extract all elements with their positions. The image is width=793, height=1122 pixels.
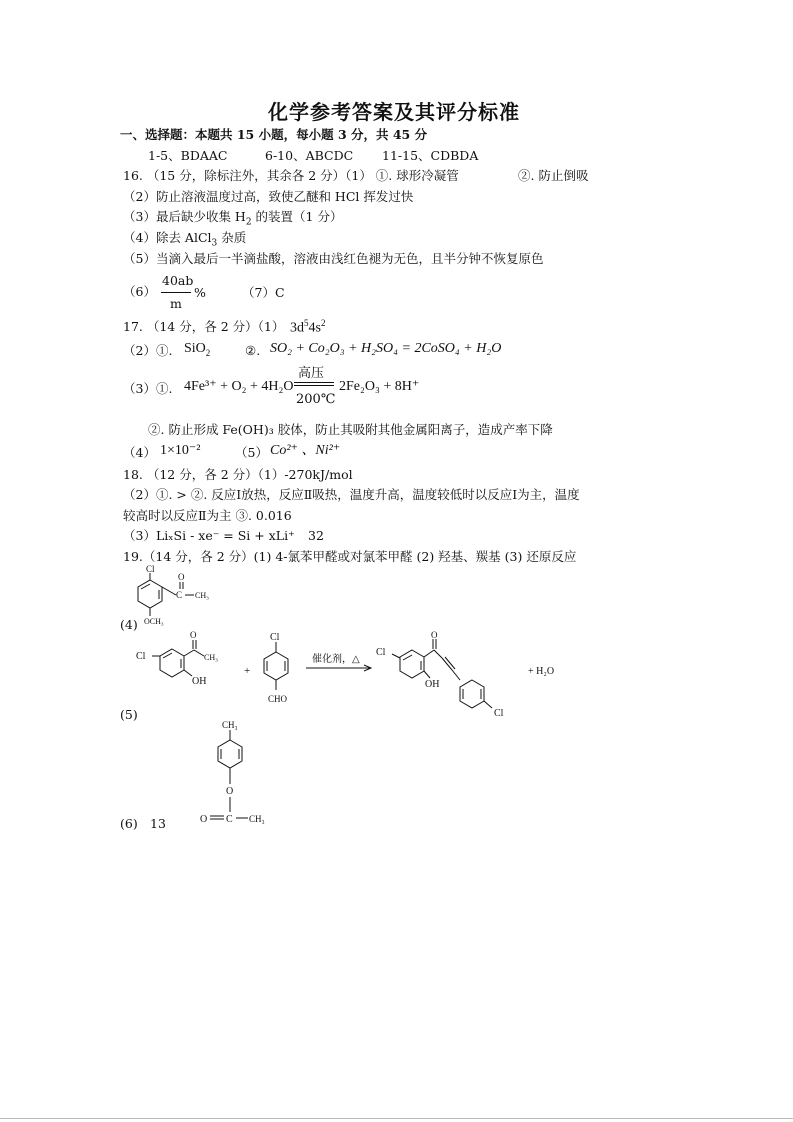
q19-part6-value: 13 (150, 816, 166, 831)
page-bottom-rule (0, 1118, 793, 1119)
s5-plus: + (244, 665, 251, 677)
q16-part2: （2）防止溶液温度过高，致使乙醚和 HCl 挥发过快 (123, 189, 414, 204)
q17-header: 17. （14 分，各 2 分）（1） (123, 319, 285, 334)
q19-header: 19.（14 分，各 2 分）(1) 4-氯苯甲醛或对氯苯甲醛 (2) 羟基、羰基 (3) 还原反应 (123, 549, 577, 564)
q17-part3-rhs: 2Fe₂O₃ + 8H⁺ (339, 379, 420, 394)
s4-och3-label: OCH₃ (144, 617, 164, 626)
q17-part2-b-label: ②. (245, 343, 261, 358)
s5-cl2-label: Cl (270, 632, 280, 643)
q18-header: 18. （12 分，各 2 分）（1）-270kJ/mol (123, 467, 353, 482)
page-title: 化学参考答案及其评分标准 (268, 100, 520, 124)
q19-reaction-5 (130, 628, 590, 723)
q16-fraction-numerator: 40ab (162, 273, 194, 288)
q17-part3-label: （3）①. (123, 381, 173, 396)
s6-o-label: O (226, 786, 234, 797)
q17-part4-label: （4） (123, 445, 156, 460)
s5-ch3-label: CH₃ (204, 653, 218, 662)
q17-part5-value: Co²⁺ 、Ni²⁺ (270, 443, 341, 458)
q17-part3-lhs: 4Fe³⁺ + O₂ + 4H₂O (184, 379, 294, 394)
q16-fraction-denominator: m (170, 296, 182, 311)
s4-o-label: O (178, 572, 185, 582)
s6-ch3-label: CH₃ (222, 720, 238, 730)
s5-o-label: O (190, 630, 197, 640)
q16-part5: （5）当滴入最后一半滴盐酸，溶液由浅红色褪为无色，且半分钟不恢复原色 (123, 251, 544, 266)
q17-part2-a: SiO$_2$ (184, 341, 211, 358)
q16-part4: （4）除去 AlCl$_3$ 杂质 (123, 230, 247, 249)
s5-product-cl2-label: Cl (494, 708, 504, 719)
q17-part3-cond-bottom: 200℃ (296, 392, 336, 407)
q19-part6-label: (6) (120, 816, 138, 831)
section-heading: 一、选择题：本题共 15 小题，每小题 3 分，共 45 分 (120, 127, 428, 142)
q17-electron-config: $3d^54s^2$ (290, 318, 326, 336)
s5-oh-label: OH (192, 676, 207, 687)
s4-cl-label: Cl (146, 564, 155, 574)
q18-part2-continued: 较高时以反应Ⅱ为主 ③. 0.016 (123, 508, 292, 523)
s5-condition: 催化剂，△ (312, 654, 360, 665)
q19-part5-label: (5) (120, 707, 138, 722)
answer-group-1: 1-5、BDAAC (148, 148, 228, 163)
s6-o2-label: O (200, 814, 208, 825)
q17-part3-equals (294, 382, 334, 386)
q17-part2-equation: SO₂ + Co₂O₃ + H₂SO₄ = 2CoSO₄ + H₂O (270, 341, 502, 356)
s6-c-label: C (226, 814, 233, 825)
s4-ch3-label: CH₃ (195, 591, 209, 600)
q16-part7: （7）C (242, 285, 285, 300)
q17-part3-cond-top: 高压 (298, 366, 325, 381)
q19-structure-6 (190, 718, 280, 828)
q17-part3b: ②. 防止形成 Fe(OH)₃ 胶体，防止其吸附其他金属阳离子，造成产率下降 (148, 422, 553, 437)
answer-group-3: 11-15、CDBDA (382, 148, 479, 163)
s4-c-label: C (176, 590, 183, 600)
s5-product-cl-label: Cl (376, 647, 386, 658)
q18-part2: （2）①. > ②. 反应Ⅰ放热，反应Ⅱ吸热，温度升高，温度较低时以反应Ⅰ为主，温度 (123, 487, 580, 502)
answer-group-2: 6-10、ABCDC (265, 148, 354, 163)
q19-part4-label: (4) (120, 617, 138, 632)
s5-cl-label: Cl (136, 651, 146, 662)
q16-header: 16. （15 分，除标注外，其余各 2 分）（1） ①. 球形冷凝管 (123, 168, 459, 183)
q16-fraction-unit: % (194, 285, 206, 300)
s6-ch3b-label: CH₃ (249, 814, 265, 824)
s5-byproduct: + H₂O (528, 666, 555, 677)
q18-part3-value: 32 (308, 528, 324, 543)
s5-cho-label: CHO (268, 694, 288, 704)
s5-product-oh-label: OH (425, 679, 440, 690)
s5-product-o-label: O (431, 630, 438, 640)
q18-part3-equation: （3）LiₓSi - xe⁻ = Si + xLi⁺ (123, 528, 295, 543)
q19-structure-4 (130, 564, 230, 626)
q16-part1b: ②. 防止倒吸 (518, 168, 589, 183)
q17-part4-value: 1×10⁻² (160, 443, 201, 458)
q16-fraction-bar (161, 292, 191, 293)
q17-part5-label: （5） (235, 445, 268, 460)
q16-part3: （3）最后缺少收集 $H_2$ 的装置（1 分） (123, 209, 343, 228)
q17-part2-label: （2）①. (123, 343, 173, 358)
q16-part6-label: （6） (123, 284, 156, 299)
